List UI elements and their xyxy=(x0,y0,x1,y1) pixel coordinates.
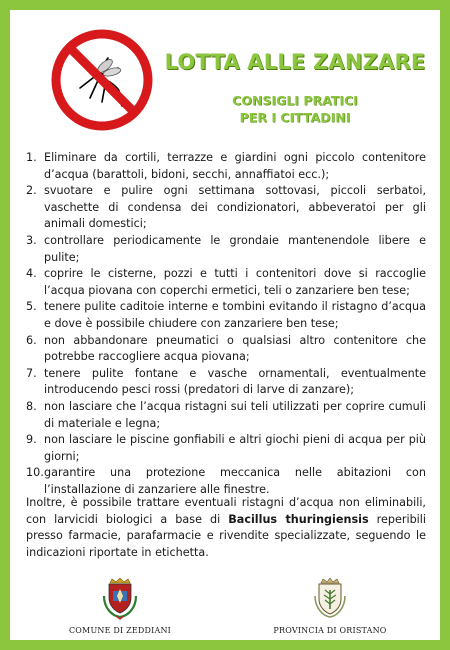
item-text: tenere pulite caditoie interne e tombini evitando il ristagno d’acqua e dove è possibile chiudere con zanzariere ben tese; xyxy=(44,300,426,330)
item-number: 3. xyxy=(26,233,37,247)
no-mosquito-sign-icon xyxy=(50,28,154,132)
list-item xyxy=(26,333,426,366)
oristano-label: PROVINCIA DI ORISTANO xyxy=(273,626,387,635)
zeddiani-label: COMUNE DI ZEDDIANI xyxy=(68,626,172,635)
item-text: tenere pulite fontane e vasche ornamentali, eventualmente introducendo pesci rossi (predatori di larve di zanzare); xyxy=(44,366,426,397)
paragraph-text-end: reperibili presso farmacie, parafarmacie e rivendite specializzate, seguendo le indicazioni riportate in etichetta. xyxy=(26,512,426,559)
item-number: 5. xyxy=(26,300,37,314)
subtitle-line-2: PER I CITTADINI xyxy=(239,110,351,125)
item-text: coprire le cisterne, pozzi e tutti i contenitori dove si raccoglie l’acqua piovana con coperchi ermetici, teli o zanzariere ben tese; xyxy=(44,267,426,297)
list-item xyxy=(26,299,426,332)
advice-list xyxy=(26,150,426,498)
item-number: 1. xyxy=(26,151,37,164)
item-number: 2. xyxy=(26,184,37,198)
list-item xyxy=(26,432,426,465)
bacillus-name: Bacillus thuringiensis xyxy=(228,512,369,526)
oristano-logo-block xyxy=(250,576,410,635)
item-number: 9. xyxy=(26,433,37,447)
item-number: 6. xyxy=(26,333,37,347)
item-number: 10. xyxy=(26,466,44,480)
item-number: 4. xyxy=(26,267,37,281)
closing-paragraph xyxy=(26,495,426,561)
list-item xyxy=(26,266,426,299)
item-number: 8. xyxy=(26,399,37,413)
page-subtitle xyxy=(160,92,430,126)
item-text: svuotare e pulire ogni settimana sottovasi, piccoli serbatoi, vaschette di condensa dei condizionatori, abbeveratoi per gli animali domestici; xyxy=(44,184,426,231)
zeddiani-coat-of-arms-icon xyxy=(98,576,142,620)
list-item xyxy=(26,233,426,266)
paragraph-text-start: Inoltre, è possibile trattare eventuali ristagni d’acqua non eliminabili, con larvicidi biologici a base di xyxy=(26,496,426,526)
list-item xyxy=(26,399,426,432)
item-text: garantire una protezione meccanica nelle abitazioni con l’installazione di zanzariere alle finestre. xyxy=(44,466,426,496)
list-item xyxy=(26,465,426,498)
item-text: Eliminare da cortili, terrazze e giardini ogni piccolo contenitore d’acqua (barattoli, bidoni, secchi, annaffiatoi ecc.); xyxy=(44,151,426,181)
item-number: 7. xyxy=(26,366,37,380)
oristano-coat-of-arms-icon xyxy=(308,576,352,620)
item-text: non abbandonare pneumatici o qualsiasi altro contenitore che potrebbe raccogliere acqua piovana; xyxy=(44,333,426,364)
list-item xyxy=(26,183,426,233)
item-text: controllare periodicamente le grondaie mantenendole libere e pulite; xyxy=(44,233,426,264)
poster xyxy=(10,10,440,640)
list-item xyxy=(26,150,426,183)
page-title: LOTTA ALLE ZANZARE xyxy=(164,50,426,74)
zeddiani-logo-block xyxy=(40,576,200,635)
item-text: non lasciare le piscine gonfiabili e altri giochi pieni di acqua per più giorni; xyxy=(44,433,426,463)
subtitle-line-1: CONSIGLI PRATICI xyxy=(232,93,358,108)
list-item xyxy=(26,366,426,399)
item-text: non lasciare che l’acqua ristagni sui teli utilizzati per coprire cumuli di materiale e legna; xyxy=(44,399,426,430)
